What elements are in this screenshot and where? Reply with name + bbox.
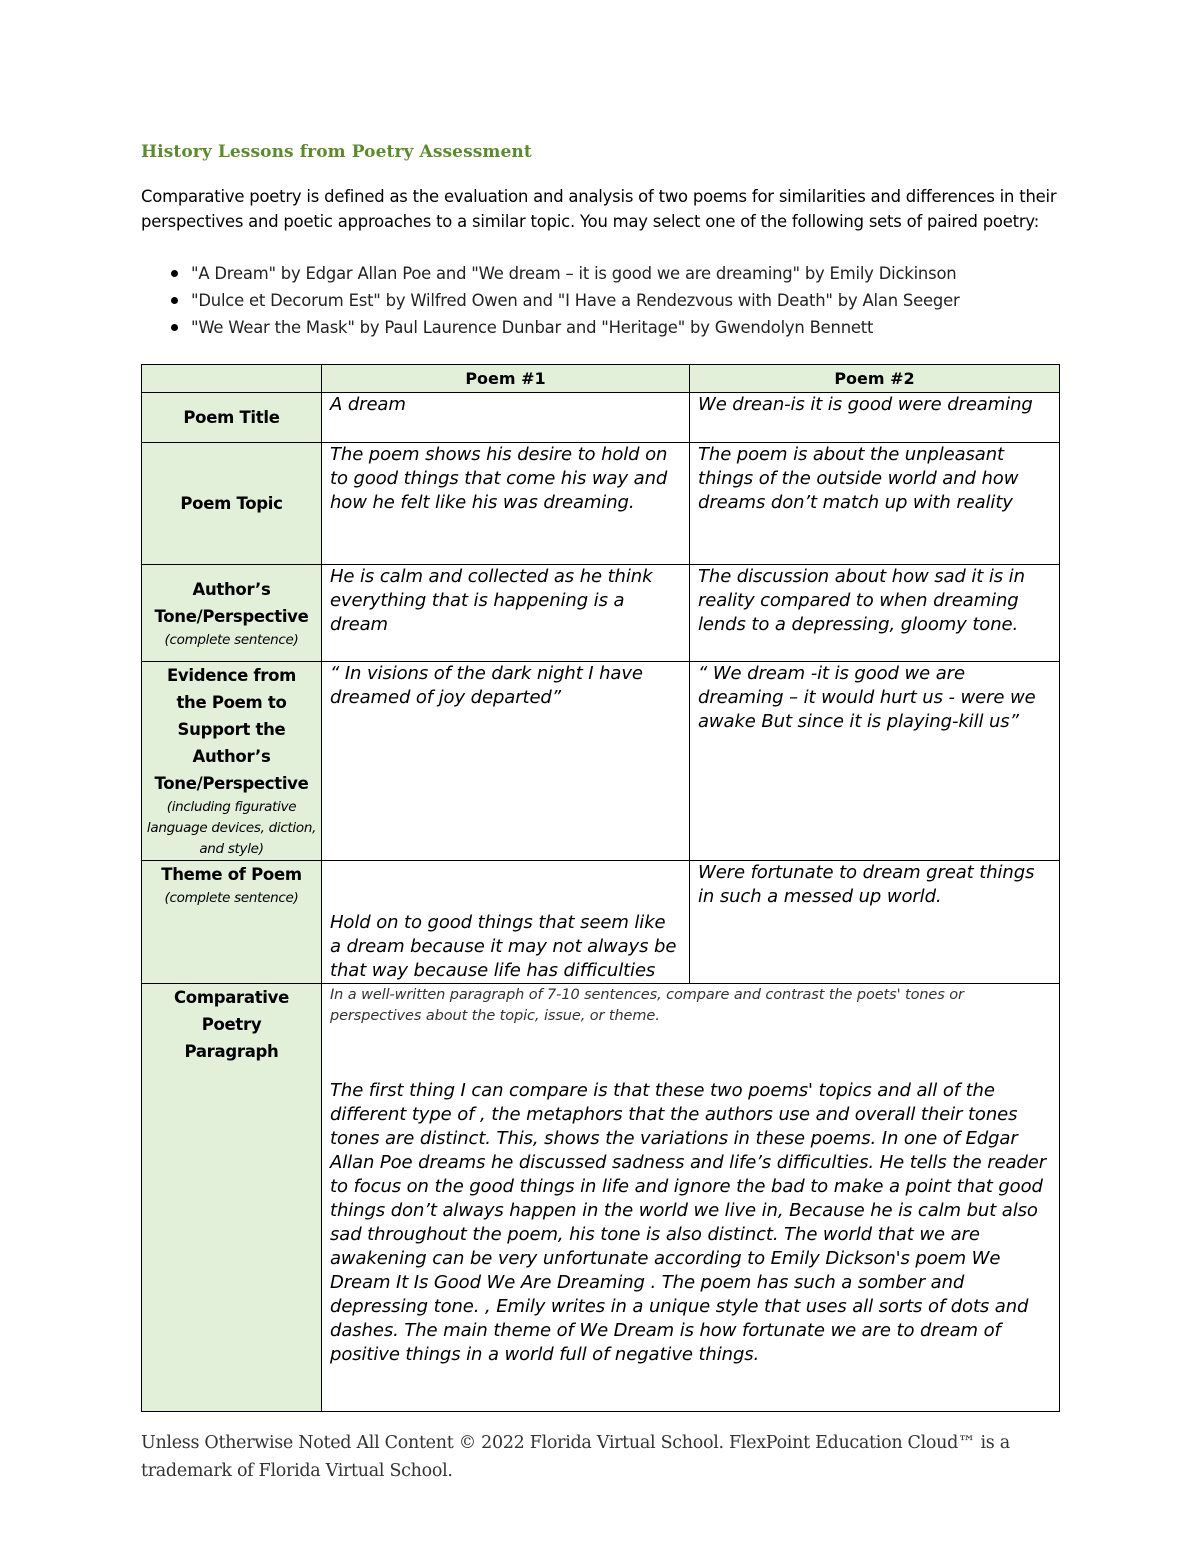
header-poem-2: Poem #2 bbox=[690, 365, 1060, 393]
poem2-evidence-cell: “ We dream -it is good we are dreaming – it would hurt us - were we awake But since it is playing-kill us” bbox=[690, 662, 1060, 861]
poem1-tone-cell: He is calm and collected as he think everything that is happening is a dream bbox=[322, 565, 690, 662]
row-label-subtext: (including figurative language devices, diction, and style) bbox=[146, 799, 317, 857]
poem2-theme-cell: Were fortunate to dream great things in such a messed up world. bbox=[690, 861, 1060, 984]
row-label-subtext: (complete sentence) bbox=[164, 890, 299, 906]
list-item: "A Dream" by Edgar Allan Poe and "We dream – it is good we are dreaming" by Emily Dickinson bbox=[171, 260, 960, 287]
row-label-tone bbox=[142, 565, 322, 662]
header-cell-empty bbox=[142, 365, 322, 393]
row-label-text: Comparative Poetry Paragraph bbox=[173, 988, 290, 1061]
row-label-text: Evidence from the Poem to Support the Author’s Tone/Perspective bbox=[154, 666, 309, 793]
poem-pairs-list bbox=[171, 260, 960, 341]
row-label-subtext: (complete sentence) bbox=[164, 631, 299, 648]
header-poem-1: Poem #1 bbox=[322, 365, 690, 393]
page-title: History Lessons from Poetry Assessment bbox=[141, 142, 532, 162]
row-label-poem-title bbox=[142, 393, 322, 443]
table-header-row bbox=[142, 365, 1060, 393]
poem1-theme-cell: Hold on to good things that seem like a dream because it may not always be that way because life has difficulties bbox=[322, 861, 690, 984]
list-item: "Dulce et Decorum Est" by Wilfred Owen and "I Have a Rendezvous with Death" by Alan Seeger bbox=[171, 287, 960, 314]
poem2-topic-cell: The poem is about the unpleasant things of the outside world and how dreams don’t match up with reality bbox=[690, 443, 1060, 565]
list-item: "We Wear the Mask" by Paul Laurence Dunbar and "Heritage" by Gwendolyn Bennett bbox=[171, 314, 960, 341]
poem1-topic-cell: The poem shows his desire to hold on to good things that come his way and how he felt like his was dreaming. bbox=[322, 443, 690, 565]
assessment-table bbox=[141, 364, 1060, 1412]
poem1-evidence-cell: “ In visions of the dark night I have dreamed of joy departed” bbox=[322, 662, 690, 861]
footer-copyright: Unless Otherwise Noted All Content © 2022 Florida Virtual School. FlexPoint Education Cloud™ is a trademark of Florida Virtual School. bbox=[141, 1433, 1010, 1481]
row-label-theme bbox=[142, 861, 322, 984]
row-label-poem-topic bbox=[142, 443, 322, 565]
comparative-prompt: In a well-written paragraph of 7-10 sentences, compare and contrast the poets' tones or perspectives about the topic, issue, or theme. bbox=[330, 987, 964, 1024]
row-label-evidence bbox=[142, 662, 322, 861]
table-row bbox=[142, 393, 1060, 443]
table-row bbox=[142, 443, 1060, 565]
poem2-tone-cell: The discussion about how sad it is in reality compared to when dreaming lends to a depressing, gloomy tone. bbox=[690, 565, 1060, 662]
poem2-title-cell: We drean-is it is good were dreaming bbox=[690, 393, 1060, 443]
poem1-title-cell: A dream bbox=[322, 393, 690, 443]
table-row bbox=[142, 662, 1060, 861]
table-row bbox=[142, 984, 1060, 1412]
row-label-text: Poem Topic bbox=[180, 494, 283, 513]
comparative-paragraph-text: The first thing I can compare is that these two poems' topics and all of the different type of , the metaphors that the authors use and overall their tones tones are distinct. This, shows the variations in these poems. In one of Edgar Allan Poe dreams he discussed sadness and life’s difficulties. He tells the reader to focus on the good things in life and ignore the bad to make a point that good things don’t always happen in the world we live in, Because he is calm but also sad throughout the poem, his tone is also distinct. The world that we are awakening can be very unfortunate according to Emily Dickson's poem We Dream It Is Good We Are Dreaming . The poem has such a somber and depressing tone. , Emily writes in a unique style that uses all sorts of dots and dashes. The main theme of We Dream is how fortunate we are to dream of positive things in a world full of negative things. bbox=[330, 1080, 1047, 1365]
row-label-text: Author’s Tone/Perspective bbox=[154, 579, 309, 626]
comparative-paragraph-cell bbox=[322, 984, 1060, 1412]
intro-text: Comparative poetry is defined as the evaluation and analysis of two poems for similarities and differences in their perspectives and poetic approaches to a similar topic. You may select one of the following sets of paired poetry: bbox=[141, 187, 1057, 231]
row-label-text: Theme of Poem bbox=[161, 865, 302, 884]
table-row bbox=[142, 861, 1060, 984]
row-label-comparative bbox=[142, 984, 322, 1412]
table-row bbox=[142, 565, 1060, 662]
row-label-text: Poem Title bbox=[183, 408, 280, 427]
